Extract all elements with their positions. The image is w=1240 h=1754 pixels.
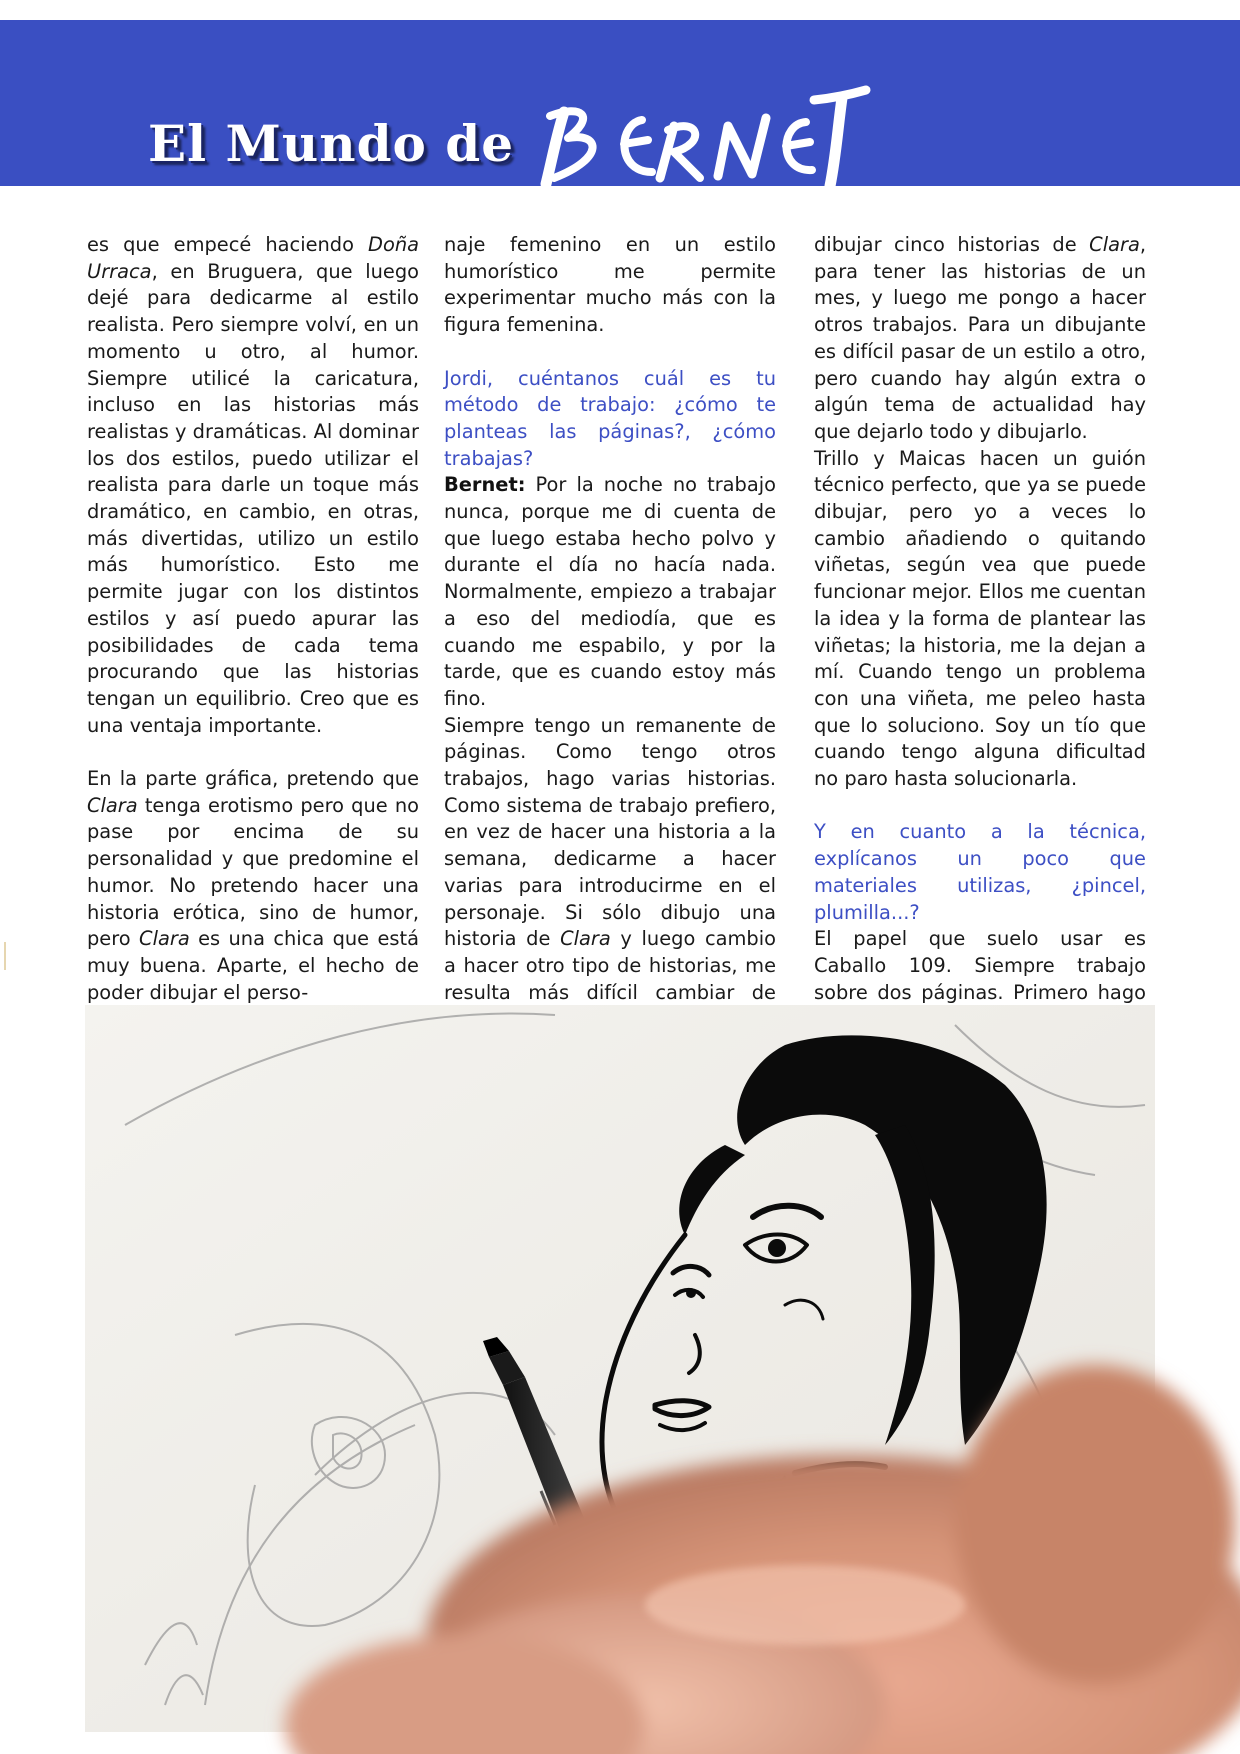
- paragraph-text: Siempre tengo un remanente de páginas. Como tengo otros trabajos, hago varias historias. Como sistema de trabajo prefiero, en vez de hacer una historia a la semana, dedicarme a hacer varias para introducirme en el personaje. Si sólo dibujo una historia de: [444, 713, 776, 951]
- speaker-label: Bernet:: [444, 473, 526, 497]
- paragraph-text: es una chica que está muy buena. Aparte, el hecho de poder dibujar el perso-: [87, 927, 419, 1004]
- italic-title-text: Clara: [1089, 233, 1140, 256]
- italic-title-text: Clara: [560, 927, 611, 951]
- page-title: El Mundo de: [148, 114, 515, 173]
- interview-question: [444, 366, 776, 473]
- header-band: [0, 20, 1240, 186]
- paragraph-text: dibujar cinco historias de: [814, 233, 1090, 256]
- italic-title-text: Doña Urraca: [87, 233, 419, 283]
- paragraph-text: y luego cambio a hacer otro tipo de historias, me resulta más difícil cambiar de: [444, 927, 776, 1004]
- paragraph-text: , en Bruguera, que luego dejé para dedicarme al estilo realista. Pero siempre volví, en un momento u otro, al humor. Siempre utilicé la caricatura, incluso en las historias más realistas y dramáticas. Al dominar los dos estilos, puedo utilizar el realista para darle un toque más dramático, en cambio, en otras, más divertidas, utilizo un estilo más humorístico. Esto me permite jugar con los distintos estilos y así puedo apurar las posibilidades de cada tema procurando que las historias tengan un equilibrio. Creo que es una ventaja importante.: [87, 259, 419, 737]
- article-paragraph: [814, 446, 1146, 793]
- paragraph-text: Y en cuanto a la técnica, explícanos un poco que materiales utilizas, ¿pincel, plumilla...?: [814, 820, 1146, 924]
- paragraph-text: En la parte gráfica, pretendo que: [87, 767, 419, 791]
- article-paragraph: [444, 232, 776, 339]
- paragraph-text: El papel que suelo usar es Caballo 109. Siempre trabajo sobre dos páginas. Primero hago: [814, 927, 1146, 1004]
- margin-mark: [4, 942, 6, 970]
- article-column-2: [444, 232, 776, 1004]
- paragraph-text: es que empecé haciendo: [87, 233, 369, 256]
- italic-title-text: Clara: [87, 793, 138, 817]
- inking-photo-art: [85, 1005, 1155, 1732]
- article-column-1: [87, 232, 419, 1004]
- paragraph-text: , para tener las historias de un mes, y luego me pongo a hacer otros trabajos. Para un dibujante es difícil pasar de un estilo a otro, pero cuando hay algún extra o algún tema de actualidad hay que dejarlo todo y dibujarlo.: [814, 233, 1146, 443]
- paragraph-text: Por la noche no trabajo nunca, porque me di cuenta de que luego estaba hecho polvo y durante el día no hacía nada. Normalmente, empiezo a trabajar a eso del mediodía, que es cuando me espabilo, y por la tarde, que es cuando estoy más fino.: [444, 473, 776, 710]
- paragraph-text: tenga erotismo pero que no pase por encima de su personalidad y que predomine el humor. No pretendo hacer una historia erótica, sino de humor, pero: [87, 793, 419, 951]
- paragraph-text: Trillo y Maicas hacen un guión técnico perfecto, que ya se puede dibujar, pero yo a veces lo cambio añadiendo o quitando viñetas, según vea que puede funcionar mejor. Ellos me cuentan la idea y la forma de plantear las viñetas; la historia, me la dejan a mí. Cuando tengo un problema con una viñeta, me peleo hasta que lo soluciono. Soy un tío que cuando tengo alguna dificultad no paro hasta solucionarla.: [814, 446, 1146, 791]
- article-paragraph: [444, 472, 776, 712]
- paragraph-text: naje femenino en un estilo humorístico me permite experimentar mucho más con la figura femenina.: [444, 233, 776, 337]
- paragraph-text: Jordi, cuéntanos cuál es tu método de trabajo: ¿cómo te planteas las páginas?, ¿cómo trabajas?: [444, 366, 776, 470]
- article-paragraph: [87, 766, 419, 1006]
- article-column-3: [814, 232, 1146, 1004]
- bernet-logo: [524, 82, 870, 194]
- italic-title-text: Clara: [139, 927, 190, 951]
- article-paragraph: [87, 232, 419, 739]
- article-paragraph: [814, 232, 1146, 446]
- illustration-photo: [85, 1005, 1155, 1732]
- interview-question: [814, 819, 1146, 926]
